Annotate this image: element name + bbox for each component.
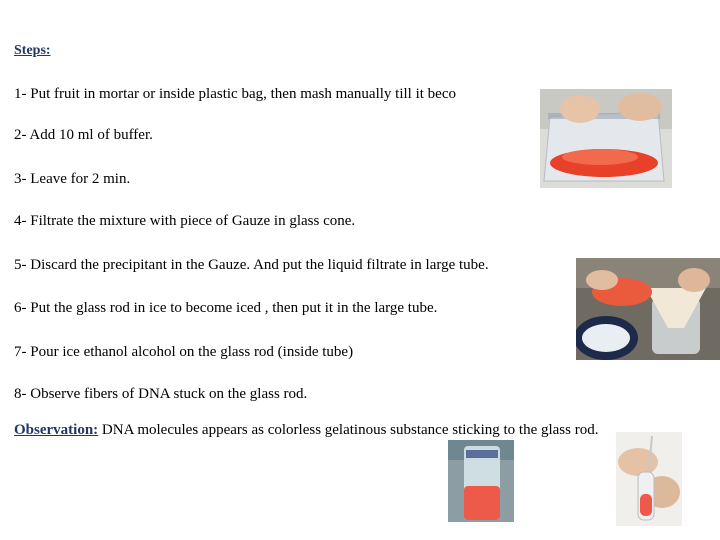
photo-mashing-bag <box>540 89 672 188</box>
observation-label: Observation: <box>14 422 99 438</box>
steps-heading: Steps: <box>14 43 51 58</box>
step-3: 3- Leave for 2 min. <box>14 171 131 187</box>
photo-tube-red-liquid <box>448 440 514 522</box>
observation-line <box>14 422 598 439</box>
step-1: 1- Put fruit in mortar or inside plastic bag, then mash manually till it beco <box>14 86 456 102</box>
step-4: 4- Filtrate the mixture with piece of Gauze in glass cone. <box>14 213 356 229</box>
step-7: 7- Pour ice ethanol alcohol on the glass rod (inside tube) <box>14 344 354 360</box>
step-2: 2- Add 10 ml of buffer. <box>14 127 153 143</box>
photo-glass-rod-tube <box>616 432 682 526</box>
step-6: 6- Put the glass rod in ice to become iced , then put it in the large tube. <box>14 300 438 316</box>
step-5: 5- Discard the precipitant in the Gauze. And put the liquid filtrate in large tube. <box>14 257 489 273</box>
observation-text: DNA molecules appears as colorless gelatinous substance sticking to the glass rod. <box>98 422 599 438</box>
photo-filtering-gauze <box>576 258 720 360</box>
step-8: 8- Observe fibers of DNA stuck on the glass rod. <box>14 386 308 402</box>
